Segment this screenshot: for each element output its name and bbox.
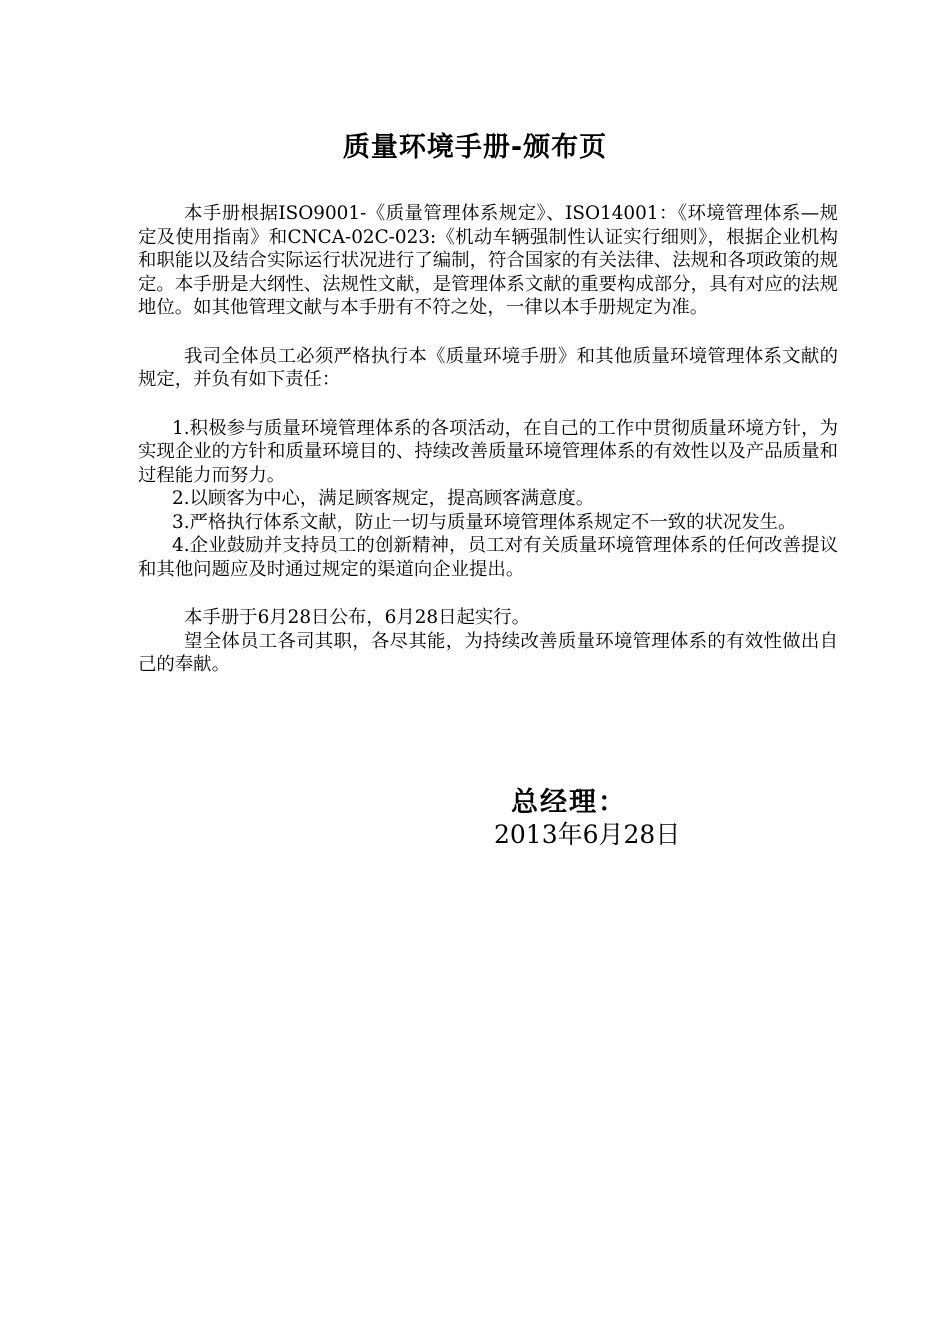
effective-date-paragraph: 本手册于6月28日公布，6月28日起实行。 [184,607,531,628]
intro-paragraph: 本手册根据ISO9001-《质量管理体系规定》、ISO14001：《环境管理体系—规定及使用指南》和CNCA-02C-023:《机动车辆强制性认证实行细则》，根据企业机构和职能以及结合实际运行状况进行了编制，符合国家的有关法律、法规和各项政策的规定。本手册是大纲性、法规性文献，是管理体系文献的重要构成部分，具有对应的法规地位。如其他管理文献与本手册有不符之处，一律以本手册规定为准。 [138,203,838,318]
closing-paragraph: 望全体员工各司其职，各尽其能，为持续改善质量环境管理体系的有效性做出自己的奉献。 [138,630,838,675]
list-item: 1.积极参与质量环境管理体系的各项活动，在自己的工作中贯彻质量环境方针，为实现企业的方针和质量环境目的、持续改善质量环境管理体系的有效性以及产品质量和过程能力而努力。 [138,417,838,486]
list-item: 2.以顾客为中心，满足顾客规定，提高顾客满意度。 [172,488,595,509]
list-item: 4.企业鼓励并支持员工的创新精神，员工对有关质量环境管理体系的任何改善提议和其他问题应及时通过规定的渠道向企业提出。 [138,535,838,580]
paragraph-gap [138,392,838,417]
document-body [138,202,838,677]
signature-date: 2013年6月28日 [494,820,681,849]
paragraph-gap [138,581,838,606]
list-item: 3.严格执行体系文献，防止一切与质量环境管理体系规定不一致的状况发生。 [172,511,797,533]
signature-title: 总经理： [511,787,627,818]
page-title: 质量环境手册-颁布页 [342,132,608,163]
paragraph-gap [138,320,838,345]
responsibility-paragraph: 我司全体员工必须严格执行本《质量环境手册》和其他质量环境管理体系文献的规定，并负有如下责任： [138,345,838,390]
